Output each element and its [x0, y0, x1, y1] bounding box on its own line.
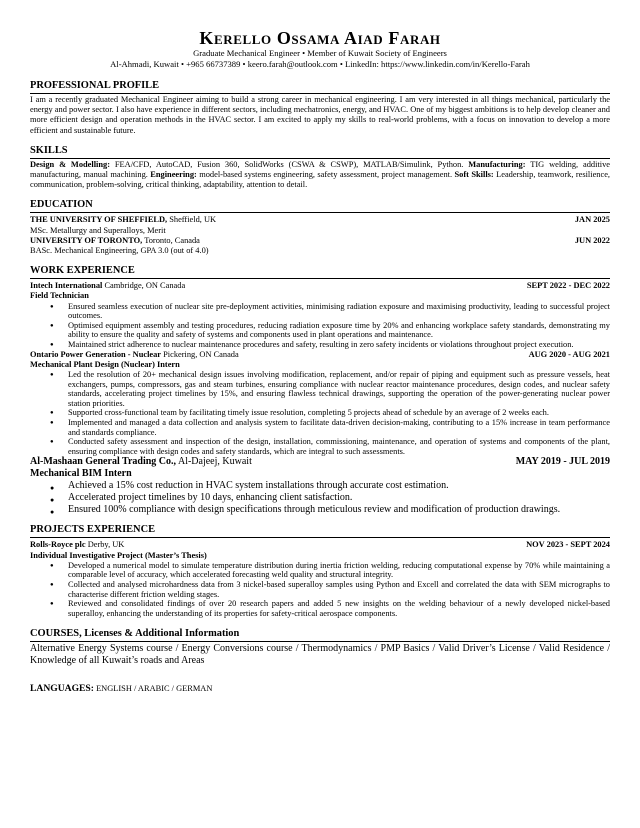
- profile-text: I am a recently graduated Mechanical Engineer aiming to build a strong career in mechanical engineering. I am very interested in all things mechanical, particularly the energy and power sector. I also have experience in different sectors, including mechatronics, energy, and HVAC. One of my biggest ambitions is to help develop cleaner and more efficient design and operation methods in the HVAC sector. I am excited to apply my skills to real-world problems, with a focus on innovation to develop a more efficient and sustainable future.: [30, 95, 610, 135]
- candidate-name: Kerello Ossama Aiad Farah: [199, 28, 441, 48]
- project-date: NOV 2023 - SEPT 2024: [526, 540, 610, 550]
- company-name: Ontario Power Generation - Nuclear: [30, 349, 162, 359]
- skills-design-label: Design & Modelling:: [30, 159, 111, 169]
- languages-value: ENGLISH / ARABIC / GERMAN: [93, 684, 213, 694]
- list-item: ● Ensured seamless execution of nuclear site pre-deployment activities, minimising radiation exposure and maximising productivity, leading to successful project outcomes.: [68, 302, 610, 321]
- project-entry: [30, 540, 610, 618]
- skills-text: [30, 160, 610, 191]
- company-location: Pickering, ON Canada: [161, 349, 239, 359]
- list-item: ● Reviewed and consolidated findings of over 20 research papers and added 5 new insights on the welding behaviour of a newly developed nickel-based superalloy, enhancing the understanding of its properties for safety-critical aerospace components.: [68, 599, 610, 618]
- profile-section: [30, 80, 610, 136]
- courses-text: Alternative Energy Systems course / Energy Conversions course / Thermodynamics / PMP Basics / Valid Driver’s License / Valid Residence / Knowledge of all Kuwait’s roads and Areas: [30, 643, 610, 667]
- list-item: ● Led the resolution of 20+ mechanical design issues involving modification, replacement, and/or repair of piping and equipment such as pressure vessels, heat exchangers, pumps, compressors, gas and steam turbines, ensuring compliance with nuclear reactor maintenance procedures, design codes, and nuclear safety standards, accelerating project timelines by 15%, and ensuring flawless technical drawings, supporting the operation of the power-generating nuclear power station priorities.: [68, 370, 610, 408]
- education-section: [30, 199, 610, 256]
- education-row: [30, 215, 610, 225]
- work-title: WORK EXPERIENCE: [30, 265, 610, 279]
- job-header: [30, 456, 610, 468]
- job-header: [30, 350, 610, 360]
- list-item: ● Achieved a 15% cost reduction in HVAC system installations through accurate cost estimation.: [68, 480, 610, 492]
- skills-soft-label: Soft Skills:: [454, 170, 494, 180]
- skills-title: SKILLS: [30, 145, 610, 159]
- education-row: [30, 236, 610, 246]
- company-location: Al-Dajeej, Kuwait: [176, 456, 252, 468]
- skills-manufacturing-text: TIG welding, additive manufacturing, manual machining.: [30, 159, 611, 180]
- list-item: ● Developed a numerical model to simulate temperature distribution during inertia friction welding, reducing computational expense by 70% while maintaining a comparable level of accuracy, which accelerated forecasting weld quality and structural integrity.: [68, 561, 610, 580]
- school-name: THE UNIVERSITY OF SHEFFIELD,: [30, 215, 168, 225]
- list-item: ● Optimised equipment assembly and testing procedures, reducing radiation exposure time by 20% and enhancing workplace safety standards, demonstrating my ability to ensure the quality and safety of systems and components used in plant operations and maintenance.: [68, 321, 610, 340]
- skills-manufacturing-label: Manufacturing:: [468, 159, 526, 169]
- project-role: Individual Investigative Project (Master’s Thesis): [30, 550, 207, 560]
- job-role: Mechanical Plant Design (Nuclear) Intern: [30, 359, 180, 369]
- skills-engineering-text: model-based systems engineering, safety assessment, project management.: [196, 170, 455, 180]
- skills-design-text: FEA/CFD, AutoCAD, Fusion 360, SolidWorks (CSWA & CSWP), MATLAB/Simulink, Python.: [110, 159, 469, 169]
- project-header: [30, 540, 610, 550]
- job-entry: [30, 281, 610, 349]
- job-bullets: [30, 480, 610, 516]
- job-header: [30, 281, 610, 291]
- skills-section: [30, 145, 610, 191]
- project-bullets: [30, 561, 610, 619]
- header-subtitle: Graduate Mechanical Engineer • Member of Kuwait Society of Engineers: [193, 48, 447, 58]
- languages-line: [30, 683, 610, 694]
- work-section: [30, 265, 610, 516]
- job-date: SEPT 2022 - DEC 2022: [526, 281, 610, 291]
- skills-soft-text: Leadership, teamwork, resilience, communication, problem-solving, critical thinking, adaptability, attention to detail.: [30, 170, 611, 190]
- school-location: Toronto, Canada: [142, 235, 200, 245]
- education-date: JUN 2022: [574, 235, 610, 245]
- list-item: ● Collected and analysed microhardness data from 3 nickel-based superalloy samples using Python and Excell and correlated the data with SEM micrographs to characterise different friction welding stages.: [68, 580, 610, 599]
- school-name: UNIVERSITY OF TORONTO,: [30, 235, 143, 245]
- list-item: ● Conducted safety assessment and inspection of the design, installation, commissioning, maintenance, and operation of systems and components of the plant, ensuring compliance with design codes and safety standards, which are integral to such assessments.: [68, 437, 610, 456]
- degree-text: BASc. Mechanical Engineering, GPA 3.0 (out of 4.0): [30, 246, 209, 256]
- education-title: EDUCATION: [30, 199, 610, 213]
- company-name: Al-Mashaan General Trading Co.,: [30, 456, 177, 468]
- job-bullets: [30, 370, 610, 456]
- header-contact: Al-Ahmadi, Kuwait • +965 66737389 • keero.farah@outlook.com • LinkedIn: https://www.linkedin.com/in/Kerello-Farah: [110, 59, 530, 69]
- skills-engineering-label: Engineering:: [150, 170, 197, 180]
- company-location: Cambridge, ON Canada: [102, 281, 186, 291]
- languages-label: LANGUAGES:: [30, 683, 94, 695]
- project-location: Derby, UK: [85, 540, 125, 550]
- job-entry: [30, 456, 610, 516]
- list-item: ● Maintained strict adherence to nuclear maintenance procedures and safety, resulting in zero safety incidents or violations throughout project execution.: [68, 340, 610, 350]
- profile-title: PROFESSIONAL PROFILE: [30, 80, 610, 94]
- list-item: ● Ensured 100% compliance with design specifications through meticulous review and modification of production drawings.: [68, 504, 610, 516]
- job-role: Mechanical BIM Intern: [30, 468, 132, 480]
- job-bullets: [30, 302, 610, 350]
- projects-section: [30, 524, 610, 618]
- project-company: Rolls-Royce plc: [30, 540, 86, 550]
- projects-title: PROJECTS EXPERIENCE: [30, 524, 610, 538]
- list-item: ● Supported cross-functional team by facilitating timely issue resolution, completing 5 projects ahead of schedule by an average of 2 weeks each.: [68, 408, 610, 418]
- education-date: JAN 2025: [574, 215, 610, 225]
- job-entry: [30, 350, 610, 457]
- list-item: ● Accelerated project timelines by 10 days, enhancing client satisfaction.: [68, 492, 610, 504]
- list-item: ● Implemented and managed a data collection and analysis system to facilitate data-driven decision-making, contributing to a 15% increase in team performance and standards compliance.: [68, 418, 610, 437]
- job-date: AUG 2020 - AUG 2021: [528, 349, 610, 359]
- school-location: Sheffield, UK: [167, 215, 217, 225]
- job-date: MAY 2019 - JUL 2019: [515, 456, 610, 468]
- courses-title: COURSES, Licenses & Additional Information: [30, 628, 610, 642]
- education-entry: [30, 236, 610, 256]
- job-role: Field Technician: [30, 291, 89, 301]
- degree-text: MSc. Metallurgy and Superalloys, Merit: [30, 225, 166, 235]
- education-entry: [30, 215, 610, 235]
- company-name: Intech International: [30, 281, 103, 291]
- courses-section: [30, 628, 610, 667]
